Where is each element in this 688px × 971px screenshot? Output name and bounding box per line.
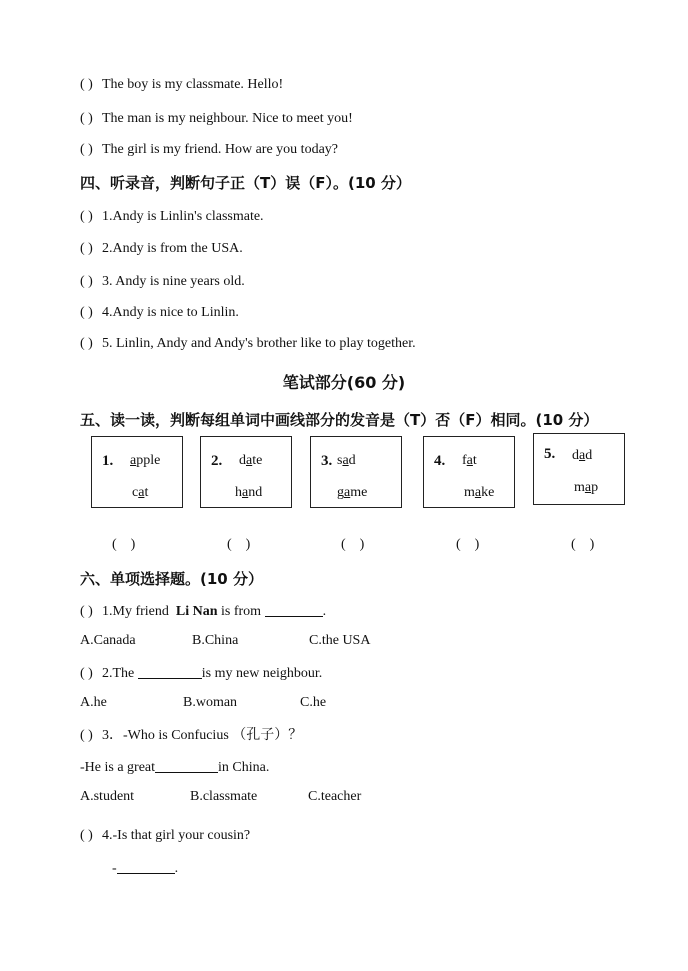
phonics-box-5: 5. dad map: [533, 433, 625, 505]
question-4-line-2: - .: [112, 861, 179, 876]
phonics-box-2: 2. date hand: [200, 436, 292, 508]
answer-parens-2: ( ): [227, 537, 251, 552]
word-2a: date: [239, 453, 263, 468]
q3-option-b: B.classmate: [190, 789, 258, 804]
phonics-box-3: 3. sad game: [310, 436, 402, 508]
word-3a: sad: [337, 453, 356, 468]
word-2b: hand: [235, 485, 263, 500]
answer-blank[interactable]: [155, 758, 218, 773]
section5-heading: 五、读一读，判断每组单词中画线部分的发音是（T）否（F）相同。(10 分）: [80, 411, 599, 429]
word-5b: map: [574, 480, 599, 495]
q2-option-b: B.woman: [183, 695, 238, 710]
question-3: ( ) 3．-Who is Confucius （孔子）？: [80, 728, 303, 743]
section4-item-4: ( ) 4.Andy is nice to Linlin.: [80, 305, 239, 320]
section4-item-1: ( ) 1.Andy is Linlin's classmate.: [80, 209, 264, 224]
question-4: ( ) 4.-Is that girl your cousin?: [80, 828, 251, 843]
q1-option-b: B.China: [192, 633, 239, 648]
question-2: ( ) 2.The is my new neighbour.: [80, 666, 323, 681]
word-4b: make: [464, 485, 495, 500]
answer-parens-3: ( ): [341, 537, 365, 552]
section4-item-5: ( ) 5. Linlin, Andy and Andy's brother like to play together.: [80, 336, 416, 351]
listening-item-c: ( ) The girl is my friend. How are you today?: [80, 142, 338, 157]
answer-blank[interactable]: [265, 602, 323, 617]
question-3-line-2: -He is a great in China.: [80, 760, 270, 775]
q1-option-c: C.the USA: [309, 633, 371, 648]
section6-heading: 六、单项选择题。(10 分）: [80, 570, 263, 588]
answer-parens-5: ( ): [571, 537, 595, 552]
answer-parens-1: ( ): [112, 537, 136, 552]
answer-blank[interactable]: [138, 664, 202, 679]
q3-option-c: C.teacher: [308, 789, 362, 804]
answer-parens-4: ( ): [456, 537, 480, 552]
written-part-title: 笔试部分(60 分): [282, 373, 406, 392]
word-3b: game: [337, 485, 368, 500]
phonics-box-1: 1. apple cat: [91, 436, 183, 508]
q2-option-c: C.he: [300, 695, 327, 710]
phonics-box-4: 4. fat make: [423, 436, 515, 508]
section4-heading: 四、听录音，判断句子正（T）误（F）。(10 分）: [80, 174, 411, 192]
q3-option-a: A.student: [80, 789, 135, 804]
answer-blank[interactable]: [117, 859, 175, 874]
section4-item-2: ( ) 2.Andy is from the USA.: [80, 241, 243, 256]
q2-option-a: A.he: [80, 695, 107, 710]
word-1a: apple: [130, 453, 161, 468]
word-5a: dad: [572, 448, 593, 463]
listening-item-a: ( ) The boy is my classmate. Hello!: [80, 77, 284, 92]
listening-item-b: ( ) The man is my neighbour. Nice to meet you!: [80, 111, 353, 126]
word-1b: cat: [132, 485, 149, 500]
q1-option-a: A.Canada: [80, 633, 136, 648]
section4-item-3: ( ) 3. Andy is nine years old.: [80, 274, 245, 289]
word-4a: fat: [462, 453, 477, 468]
question-1: ( ) 1.My friend Li Nan is from .: [80, 604, 327, 619]
